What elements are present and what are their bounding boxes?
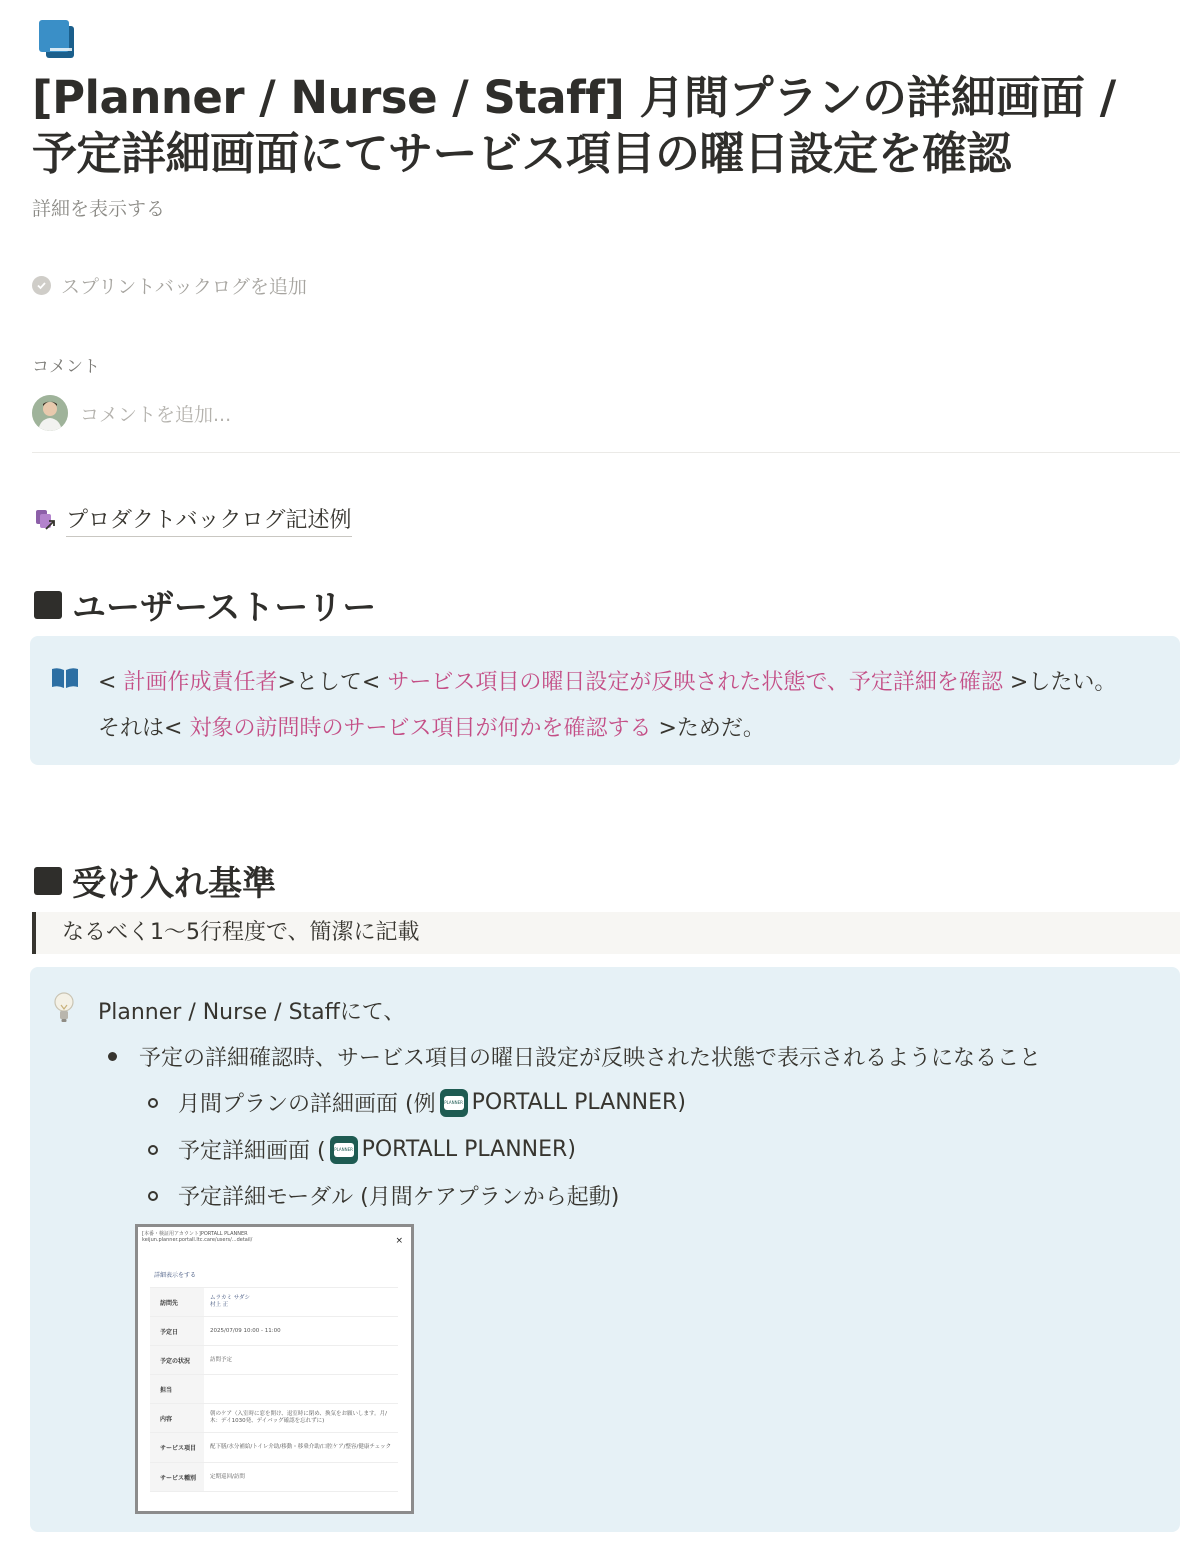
bullet-text: 予定の詳細確認時、サービス項目の曜日設定が反映された状態で表示されるようになること — [139, 1046, 1042, 1071]
bullet-dot — [108, 1052, 117, 1061]
user-story-text — [98, 660, 1158, 752]
quote-block: なるべく1〜5行程度で、簡潔に記載 — [32, 912, 1180, 954]
table-value: 朝のケア（入室時に窓を開け、退室時に閉め、換気をお願いします。月/木：デイ1030発、デイバッグ確認を忘れずに) — [210, 1411, 387, 1424]
table-value: 定期巡回/訪問 — [210, 1473, 245, 1480]
divider — [32, 452, 1180, 453]
bullet-circle — [148, 1145, 158, 1155]
comment-input[interactable]: コメントを追加... — [80, 403, 232, 426]
table-label: 訪問先 — [150, 1288, 204, 1316]
acceptance-heading-text: 受け入れ基準 — [72, 864, 276, 904]
table-row — [150, 1288, 398, 1317]
screenshot-header-line: keijun.planner.portall.ltc.care/users/...detail/ — [142, 1237, 253, 1243]
table-label: 担当 — [150, 1375, 204, 1403]
page-title: [Planner / Nurse / Staff] 月間プランの詳細画面 / 予定詳細画面にてサービス項目の曜日設定を確認 — [32, 71, 1116, 180]
table-row — [150, 1317, 398, 1346]
table-row — [150, 1375, 398, 1404]
portall-app-icon — [330, 1136, 358, 1164]
list-item — [148, 1087, 686, 1118]
table-label: 内容 — [150, 1404, 204, 1432]
user-story-heading-text: ユーザーストーリー — [72, 588, 377, 628]
table-value: 訪問予定 — [210, 1356, 233, 1363]
table-label: 予定の状況 — [150, 1346, 204, 1374]
close-icon: × — [395, 1236, 403, 1246]
table-row — [150, 1433, 398, 1463]
story-text-part: >したい。 — [1002, 670, 1117, 695]
comments-heading: コメント — [32, 357, 100, 377]
lightbulb-icon — [52, 991, 76, 1025]
portall-icon-text: PLANNER — [444, 1096, 464, 1110]
story-text-part: < — [98, 670, 124, 695]
backlog-example-label: プロダクトバックログ記述例 — [66, 503, 352, 537]
black-square-icon — [34, 591, 62, 619]
bullet-text: 予定詳細画面 ( — [178, 1139, 326, 1164]
bullet-circle — [148, 1191, 158, 1201]
modal-screenshot-image[interactable] — [135, 1224, 414, 1514]
story-reason: 対象の訪問時のサービス項目が何かを確認する — [189, 716, 652, 741]
table-row — [150, 1463, 398, 1492]
table-value: 配下膳/水分補給/トイレ介助/移動・移乗介助/口腔ケア/整容/健康チェック — [210, 1444, 392, 1450]
table-value — [204, 1375, 398, 1403]
document-icon — [36, 18, 78, 60]
story-text-part: >ためだ。 — [651, 716, 765, 741]
modal-screenshot-content — [138, 1227, 411, 1511]
comment-row — [32, 395, 231, 431]
list-item — [148, 1180, 619, 1211]
acceptance-heading — [34, 856, 276, 905]
portall-link[interactable]: PORTALL PLANNER) — [471, 1090, 686, 1115]
screenshot-table — [150, 1287, 398, 1492]
add-sprint-backlog-button[interactable] — [32, 272, 307, 299]
table-label: サービス種別 — [150, 1463, 204, 1491]
table-label: サービス項目 — [150, 1433, 204, 1462]
avatar — [32, 395, 68, 431]
table-label: 予定日 — [150, 1317, 204, 1345]
story-want: サービス項目の曜日設定が反映された状態で、予定詳細を確認 — [387, 670, 1003, 695]
bullet-text: 予定詳細モーダル (月間ケアプランから起動) — [178, 1185, 620, 1210]
portall-app-icon — [440, 1089, 468, 1117]
add-sprint-label: スプリントバックログを追加 — [61, 276, 307, 298]
user-story-heading — [34, 580, 376, 629]
list-item — [108, 1041, 1041, 1072]
black-square-icon — [34, 867, 62, 895]
open-book-icon — [50, 666, 80, 690]
portall-link[interactable]: PORTALL PLANNER) — [361, 1137, 576, 1162]
acceptance-callout — [30, 967, 1180, 1532]
table-row — [150, 1404, 398, 1433]
portall-icon-text: PLANNER — [334, 1143, 354, 1157]
show-details-link[interactable]: 詳細を表示する — [32, 198, 166, 220]
criteria-intro: Planner / Nurse / Staffにて、 — [98, 1000, 406, 1025]
story-text-part: >として< — [277, 670, 388, 695]
bullet-text: 月間プランの詳細画面 (例 — [178, 1092, 436, 1117]
list-item — [148, 1134, 576, 1165]
screenshot-show-details: 詳細表示をする — [154, 1272, 197, 1279]
bullet-circle — [148, 1098, 158, 1108]
table-value: 2025/07/09 10:00 - 11:00 — [210, 1327, 281, 1334]
story-text-part: それは< — [98, 716, 190, 741]
user-story-callout — [30, 636, 1180, 765]
backlog-example-link[interactable] — [32, 503, 352, 537]
screenshot-header-line: [本番・検証用アカウント]PORTALL PLANNER — [142, 1231, 248, 1237]
screenshot-header — [142, 1231, 342, 1243]
table-row — [150, 1346, 398, 1375]
table-value: ムラカミ サダシ 村上 正 — [210, 1295, 250, 1308]
linked-page-icon — [32, 507, 58, 533]
check-circle-icon — [32, 276, 51, 295]
story-role: 計画作成責任者 — [123, 670, 278, 695]
